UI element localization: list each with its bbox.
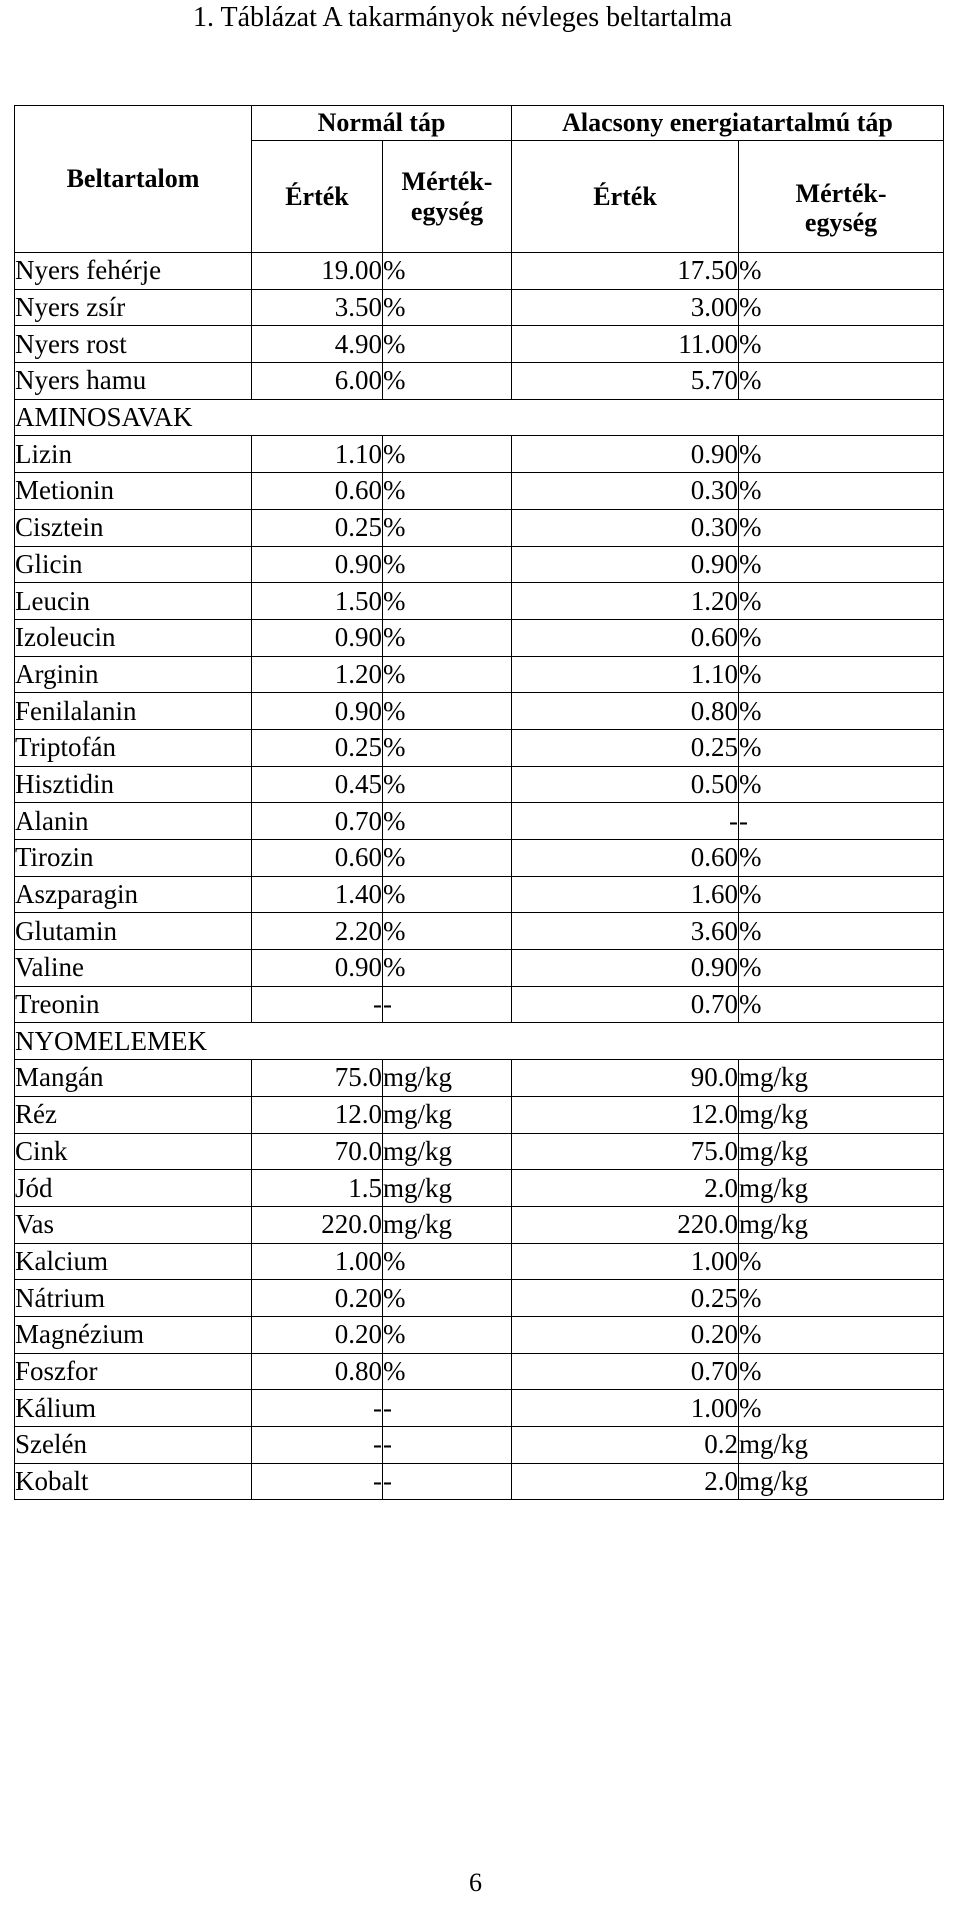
header-ertek-normal: Érték: [252, 141, 383, 253]
low-energy-unit: -: [739, 803, 944, 840]
nutrient-table: [14, 105, 944, 1500]
section-row: [15, 399, 944, 436]
low-energy-value: 1.00: [512, 1243, 739, 1280]
normal-value: 1.00: [252, 1243, 383, 1280]
normal-unit: -: [383, 1390, 512, 1427]
low-energy-unit: %: [739, 656, 944, 693]
nutrient-name: Triptofán: [15, 729, 252, 766]
nutrient-name: Magnézium: [15, 1316, 252, 1353]
nutrient-name: Leucin: [15, 583, 252, 620]
nutrient-name: Nyers hamu: [15, 363, 252, 400]
nutrient-name: Szelén: [15, 1427, 252, 1464]
header-mertekegyseg-normal: [383, 141, 512, 253]
normal-value: 0.90: [252, 950, 383, 987]
nutrient-name: Nyers rost: [15, 326, 252, 363]
table-row: [15, 986, 944, 1023]
nutrient-name: Glicin: [15, 546, 252, 583]
nutrient-name: Nyers fehérje: [15, 253, 252, 290]
low-energy-unit: %: [739, 326, 944, 363]
header-mertekegyseg-line1: Mérték-: [401, 167, 493, 197]
low-energy-value: 75.0: [512, 1133, 739, 1170]
normal-unit: mg/kg: [383, 1206, 512, 1243]
low-energy-value: 2.0: [512, 1463, 739, 1500]
normal-value: 0.25: [252, 509, 383, 546]
table-row: [15, 546, 944, 583]
normal-value: 0.20: [252, 1316, 383, 1353]
low-energy-value: 220.0: [512, 1206, 739, 1243]
low-energy-unit: %: [739, 473, 944, 510]
nutrient-name: Hisztidin: [15, 766, 252, 803]
table-row: [15, 803, 944, 840]
normal-unit: %: [383, 289, 512, 326]
low-energy-unit: %: [739, 289, 944, 326]
header-mertekegyseg-low: [739, 141, 944, 253]
nutrient-name: Aszparagin: [15, 876, 252, 913]
normal-value: 1.10: [252, 436, 383, 473]
normal-unit: %: [383, 876, 512, 913]
table-row: [15, 766, 944, 803]
section-row: [15, 1023, 944, 1060]
table-row: [15, 840, 944, 877]
table-body: [15, 253, 944, 1500]
nutrient-name: Nyers zsír: [15, 289, 252, 326]
normal-value: -: [252, 986, 383, 1023]
low-energy-unit: mg/kg: [739, 1096, 944, 1133]
low-energy-value: 0.25: [512, 729, 739, 766]
nutrient-name: Cisztein: [15, 509, 252, 546]
low-energy-unit: %: [739, 363, 944, 400]
normal-unit: %: [383, 766, 512, 803]
normal-value: 1.40: [252, 876, 383, 913]
normal-value: 12.0: [252, 1096, 383, 1133]
low-energy-unit: %: [739, 766, 944, 803]
nutrient-name: Jód: [15, 1170, 252, 1207]
low-energy-unit: %: [739, 913, 944, 950]
nutrient-name: Lizin: [15, 436, 252, 473]
normal-unit: %: [383, 363, 512, 400]
low-energy-unit: %: [739, 583, 944, 620]
low-energy-value: 1.20: [512, 583, 739, 620]
low-energy-unit: mg/kg: [739, 1427, 944, 1464]
nutrient-name: Cink: [15, 1133, 252, 1170]
low-energy-value: 1.10: [512, 656, 739, 693]
normal-unit: %: [383, 1353, 512, 1390]
nutrient-name: Fenilalanin: [15, 693, 252, 730]
normal-unit: -: [383, 1427, 512, 1464]
low-energy-unit: mg/kg: [739, 1060, 944, 1097]
table-row: [15, 583, 944, 620]
normal-unit: %: [383, 1243, 512, 1280]
header-mertekegyseg-line1: Mérték-: [795, 179, 887, 208]
nutrient-name: Réz: [15, 1096, 252, 1133]
table-row: [15, 876, 944, 913]
header-alacsony-tap: Alacsony energiatartalmú táp: [512, 106, 944, 141]
table-row: [15, 1243, 944, 1280]
normal-unit: %: [383, 546, 512, 583]
normal-value: 4.90: [252, 326, 383, 363]
low-energy-value: 3.00: [512, 289, 739, 326]
table-row: [15, 1133, 944, 1170]
table-row: [15, 619, 944, 656]
table-header: [15, 106, 944, 253]
low-energy-value: 0.30: [512, 473, 739, 510]
table-row: [15, 1427, 944, 1464]
normal-value: 0.80: [252, 1353, 383, 1390]
table-row: [15, 693, 944, 730]
low-energy-unit: %: [739, 840, 944, 877]
low-energy-value: 0.25: [512, 1280, 739, 1317]
section-heading: AMINOSAVAK: [15, 399, 944, 436]
low-energy-unit: mg/kg: [739, 1206, 944, 1243]
table-row: [15, 509, 944, 546]
low-energy-value: 0.90: [512, 950, 739, 987]
normal-unit: %: [383, 509, 512, 546]
normal-value: -: [252, 1427, 383, 1464]
table-row: [15, 326, 944, 363]
low-energy-unit: %: [739, 253, 944, 290]
normal-value: 0.60: [252, 473, 383, 510]
nutrient-name: Foszfor: [15, 1353, 252, 1390]
low-energy-value: -: [512, 803, 739, 840]
normal-unit: %: [383, 840, 512, 877]
table-row: [15, 729, 944, 766]
low-energy-unit: %: [739, 1353, 944, 1390]
nutrient-name: Arginin: [15, 656, 252, 693]
nutrient-name: Metionin: [15, 473, 252, 510]
normal-unit: %: [383, 1316, 512, 1353]
low-energy-unit: %: [739, 1243, 944, 1280]
normal-unit: mg/kg: [383, 1060, 512, 1097]
nutrient-name: Vas: [15, 1206, 252, 1243]
table-row: [15, 1170, 944, 1207]
normal-value: 19.00: [252, 253, 383, 290]
normal-value: 0.70: [252, 803, 383, 840]
nutrient-name: Glutamin: [15, 913, 252, 950]
low-energy-unit: %: [739, 546, 944, 583]
normal-value: 3.50: [252, 289, 383, 326]
low-energy-value: 3.60: [512, 913, 739, 950]
nutrient-name: Kobalt: [15, 1463, 252, 1500]
low-energy-unit: %: [739, 729, 944, 766]
header-ertek-low: Érték: [512, 141, 739, 253]
low-energy-unit: %: [739, 1316, 944, 1353]
normal-unit: %: [383, 950, 512, 987]
low-energy-value: 0.90: [512, 436, 739, 473]
low-energy-value: 0.60: [512, 840, 739, 877]
low-energy-value: 0.50: [512, 766, 739, 803]
low-energy-value: 0.70: [512, 1353, 739, 1390]
low-energy-value: 90.0: [512, 1060, 739, 1097]
nutrient-name: Treonin: [15, 986, 252, 1023]
normal-unit: -: [383, 986, 512, 1023]
table-row: [15, 1060, 944, 1097]
low-energy-unit: %: [739, 876, 944, 913]
header-beltartalom: Beltartalom: [15, 106, 252, 253]
header-mertekegyseg-line2: egység: [410, 196, 484, 226]
nutrient-name: Mangán: [15, 1060, 252, 1097]
low-energy-value: 2.0: [512, 1170, 739, 1207]
nutrient-name: Izoleucin: [15, 619, 252, 656]
nutrient-name: Valine: [15, 950, 252, 987]
normal-value: 0.90: [252, 693, 383, 730]
header-mertekegyseg-line2: egység: [804, 208, 878, 238]
low-energy-unit: %: [739, 509, 944, 546]
normal-unit: %: [383, 326, 512, 363]
table-row: [15, 1206, 944, 1243]
low-energy-unit: %: [739, 1390, 944, 1427]
normal-unit: %: [383, 729, 512, 766]
normal-unit: %: [383, 253, 512, 290]
low-energy-unit: mg/kg: [739, 1133, 944, 1170]
low-energy-unit: %: [739, 619, 944, 656]
low-energy-value: 17.50: [512, 253, 739, 290]
table-row: [15, 436, 944, 473]
table-row: [15, 363, 944, 400]
low-energy-unit: mg/kg: [739, 1170, 944, 1207]
low-energy-value: 0.20: [512, 1316, 739, 1353]
normal-value: 220.0: [252, 1206, 383, 1243]
table-row: [15, 1280, 944, 1317]
nutrient-name: Kálium: [15, 1390, 252, 1427]
table-row: [15, 913, 944, 950]
low-energy-value: 11.00: [512, 326, 739, 363]
low-energy-unit: %: [739, 693, 944, 730]
normal-value: 1.5: [252, 1170, 383, 1207]
low-energy-unit: %: [739, 436, 944, 473]
normal-unit: %: [383, 583, 512, 620]
low-energy-value: 1.00: [512, 1390, 739, 1427]
normal-value: 0.45: [252, 766, 383, 803]
low-energy-unit: %: [739, 986, 944, 1023]
table-row: [15, 950, 944, 987]
normal-unit: %: [383, 473, 512, 510]
low-energy-value: 12.0: [512, 1096, 739, 1133]
low-energy-unit: %: [739, 1280, 944, 1317]
nutrient-name: Kalcium: [15, 1243, 252, 1280]
normal-unit: mg/kg: [383, 1133, 512, 1170]
table-row: [15, 289, 944, 326]
normal-value: 0.25: [252, 729, 383, 766]
table-row: [15, 1463, 944, 1500]
low-energy-value: 0.80: [512, 693, 739, 730]
normal-value: 1.50: [252, 583, 383, 620]
normal-unit: %: [383, 1280, 512, 1317]
page-title: 1. Táblázat A takarmányok névleges beltartalma: [193, 2, 733, 33]
normal-unit: -: [383, 1463, 512, 1500]
normal-value: -: [252, 1463, 383, 1500]
normal-unit: %: [383, 693, 512, 730]
table-row: [15, 1316, 944, 1353]
section-heading: NYOMELEMEK: [15, 1023, 944, 1060]
nutrient-name: Alanin: [15, 803, 252, 840]
normal-unit: mg/kg: [383, 1096, 512, 1133]
normal-value: 75.0: [252, 1060, 383, 1097]
normal-value: 0.90: [252, 619, 383, 656]
normal-value: 0.20: [252, 1280, 383, 1317]
low-energy-unit: mg/kg: [739, 1463, 944, 1500]
low-energy-value: 0.90: [512, 546, 739, 583]
table-row: [15, 1353, 944, 1390]
normal-unit: %: [383, 656, 512, 693]
table-row: [15, 1096, 944, 1133]
table-row: [15, 473, 944, 510]
low-energy-value: 0.70: [512, 986, 739, 1023]
low-energy-value: 5.70: [512, 363, 739, 400]
table-row: [15, 656, 944, 693]
normal-value: 2.20: [252, 913, 383, 950]
low-energy-unit: %: [739, 950, 944, 987]
table-row: [15, 1390, 944, 1427]
table-row: [15, 253, 944, 290]
normal-value: 6.00: [252, 363, 383, 400]
normal-unit: %: [383, 619, 512, 656]
low-energy-value: 1.60: [512, 876, 739, 913]
normal-value: 0.60: [252, 840, 383, 877]
normal-value: 1.20: [252, 656, 383, 693]
normal-unit: %: [383, 913, 512, 950]
normal-unit: mg/kg: [383, 1170, 512, 1207]
low-energy-value: 0.2: [512, 1427, 739, 1464]
normal-value: -: [252, 1390, 383, 1427]
nutrient-name: Nátrium: [15, 1280, 252, 1317]
low-energy-value: 0.30: [512, 509, 739, 546]
normal-value: 70.0: [252, 1133, 383, 1170]
nutrient-name: Tirozin: [15, 840, 252, 877]
normal-unit: %: [383, 436, 512, 473]
normal-value: 0.90: [252, 546, 383, 583]
page-number: 6: [469, 1868, 482, 1897]
normal-unit: %: [383, 803, 512, 840]
low-energy-value: 0.60: [512, 619, 739, 656]
header-normal-tap: Normál táp: [252, 106, 512, 141]
